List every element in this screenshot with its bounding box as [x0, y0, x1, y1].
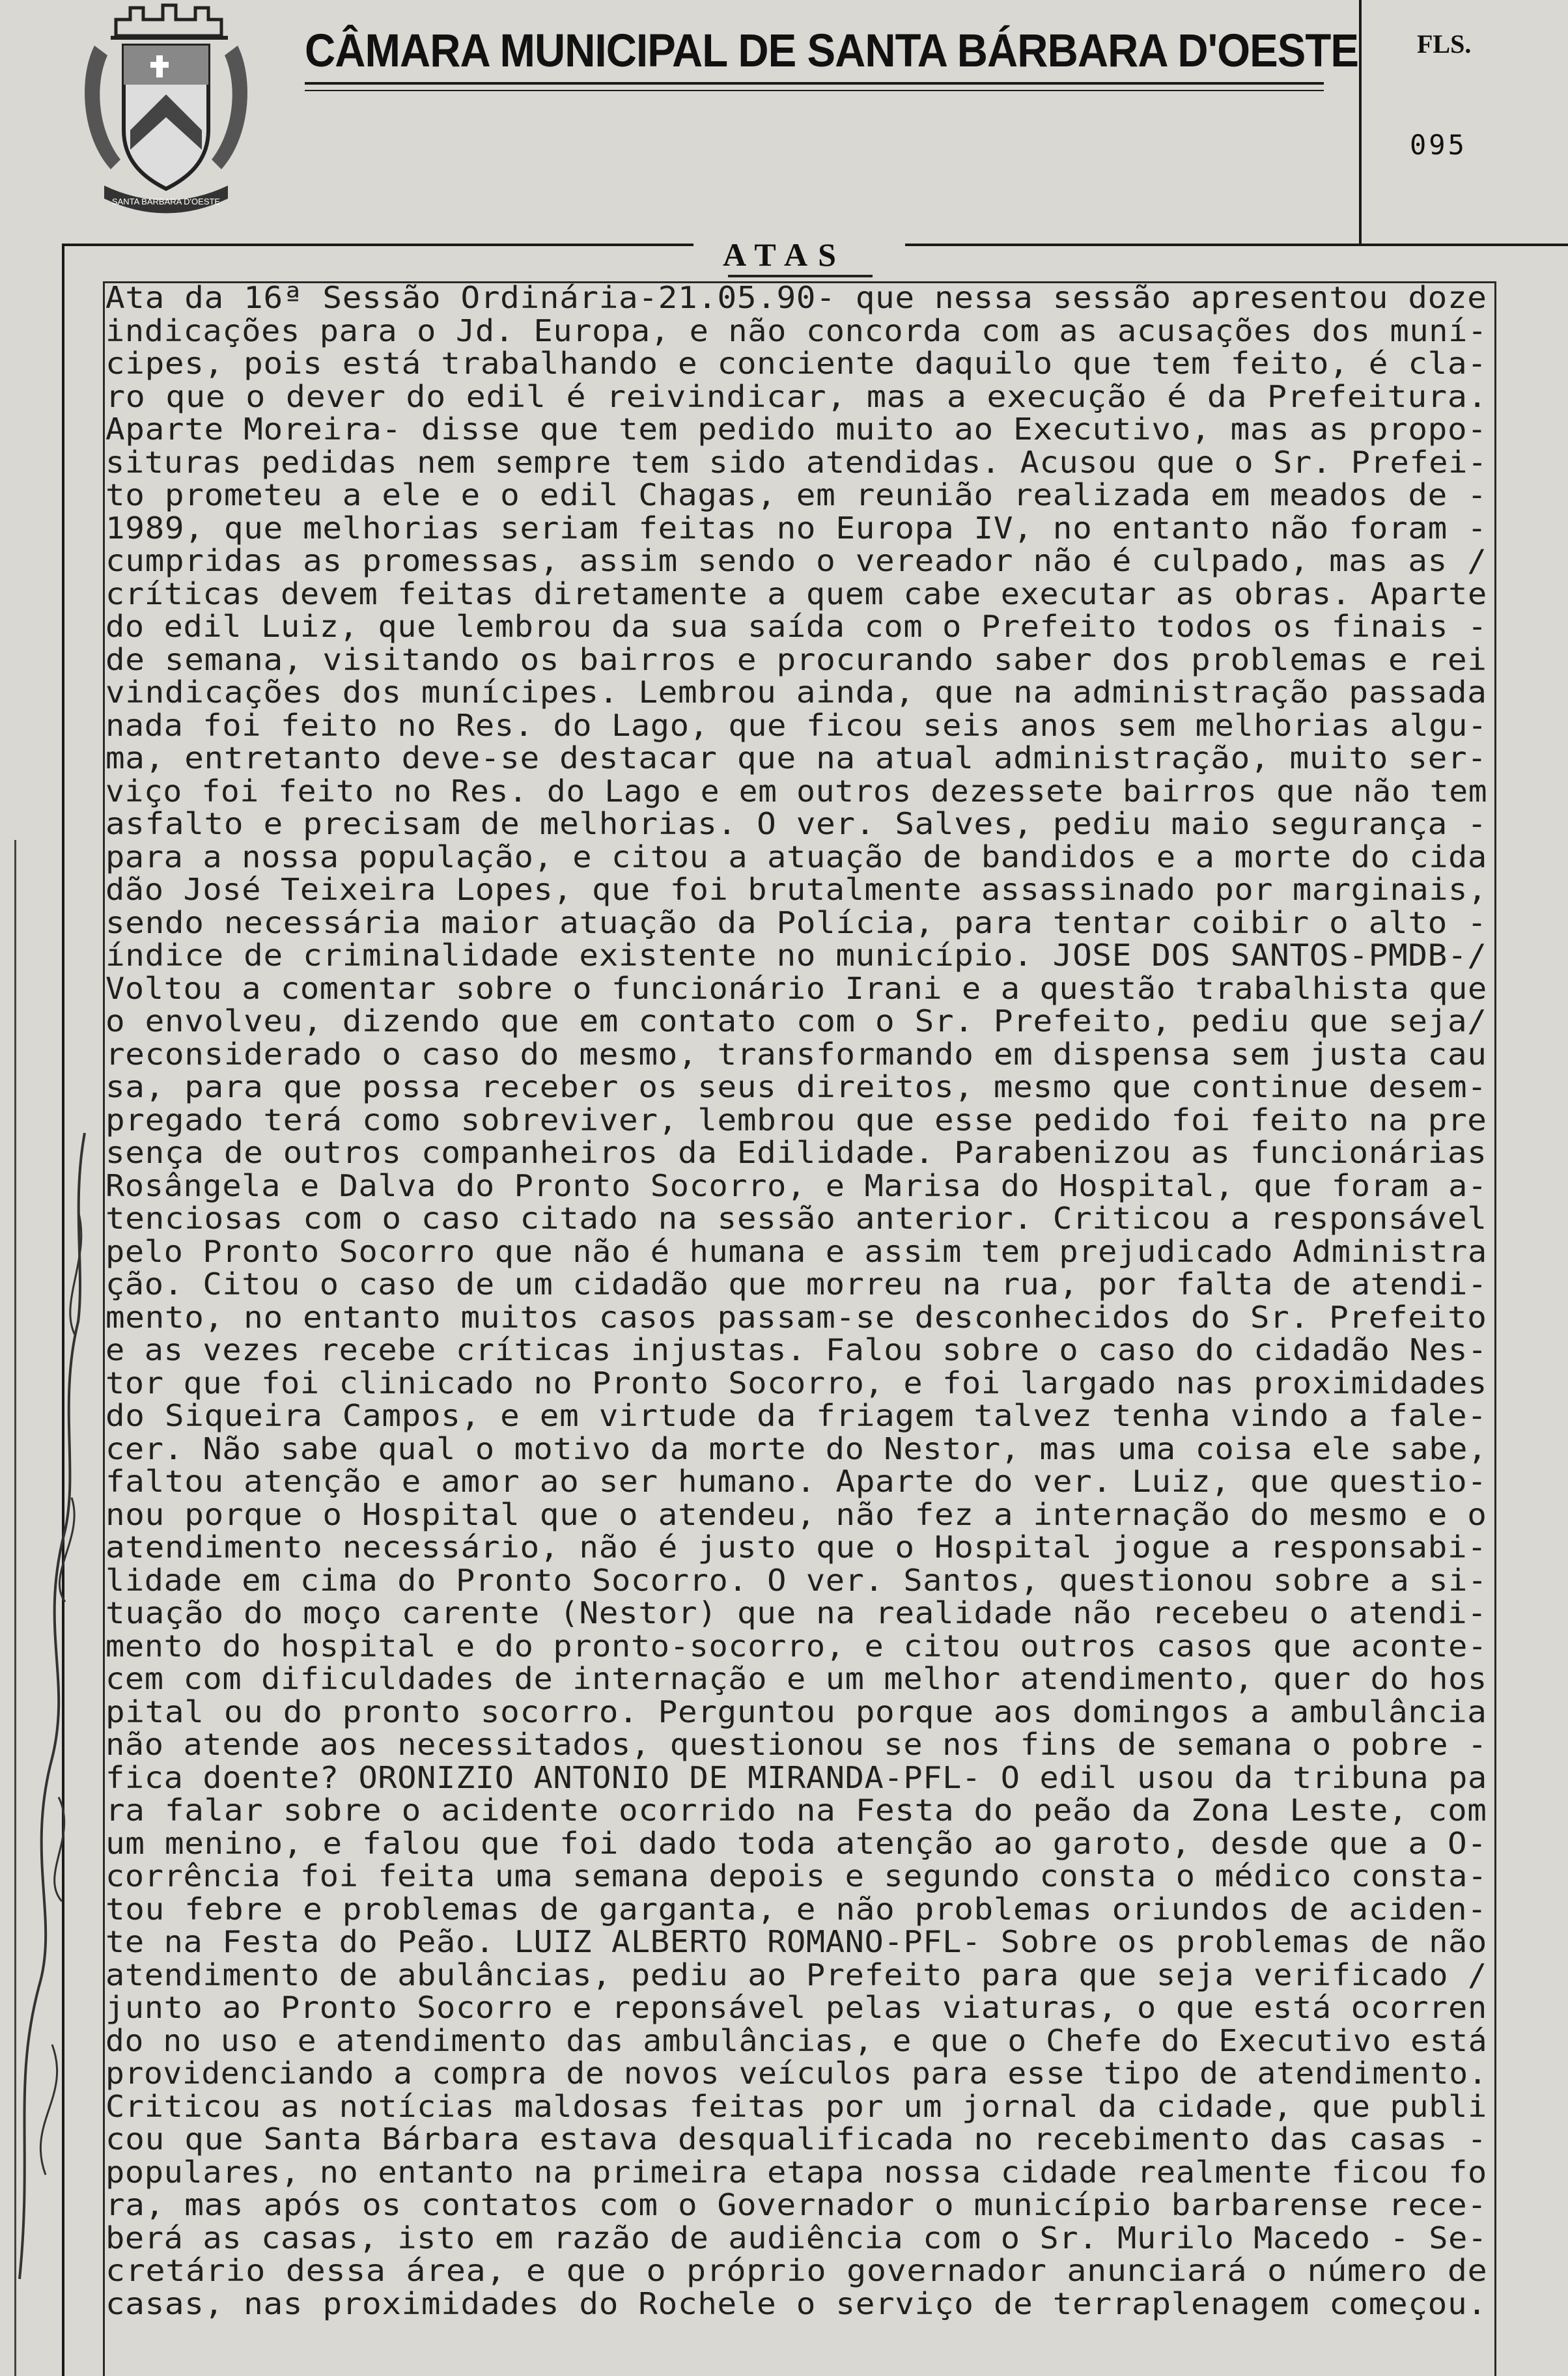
minutes-line: do Siqueira Campos, e em virtude da friagem talvez tenha vindo a fale- — [105, 1398, 1487, 1433]
minutes-line: providenciando a compra de novos veículos para esse tipo de atendimento. — [105, 2056, 1488, 2091]
minutes-line: tenciosas com o caso citado na sessão anterior. Criticou a responsável — [105, 1201, 1487, 1236]
minutes-line: nada foi feito no Res. do Lago, que ficou seis anos sem melhorias algu- — [105, 707, 1487, 743]
minutes-line: asfalto e precisam de melhorias. O ver. Salves, pediu maio segurança - — [105, 806, 1487, 841]
minutes-line: sença de outros companheiros da Edilidade. Parabenizou as funcionárias — [105, 1135, 1487, 1170]
minutes-line: pregado terá como sobreviver, lembrou que esse pedido foi feito na pre — [105, 1102, 1487, 1138]
minutes-line: 1989, que melhorias seriam feitas no Europa IV, no entanto não foram - — [105, 510, 1487, 546]
frame-top-left — [62, 244, 693, 246]
minutes-line: críticas devem feitas diretamente a quem cabe executar as obras. Aparte — [105, 576, 1487, 611]
municipal-crest-icon — [65, 0, 267, 225]
minutes-line: cipes, pois está trabalhando e conciente daquilo que tem feito, é cla- — [105, 346, 1487, 381]
minutes-line: berá as casas, isto em razão de audiência com o Sr. Murilo Macedo - Se- — [105, 2220, 1487, 2256]
minutes-line: Rosângela e Dalva do Pronto Socorro, e Marisa do Hospital, que foram a- — [105, 1167, 1487, 1203]
folio-label: FLS. — [1417, 29, 1472, 59]
minutes-line: ção. Citou o caso de um cidadão que morreu na rua, por falta de atendi- — [105, 1266, 1487, 1302]
minutes-line: cumpridas as promessas, assim sendo o vereador não é culpado, mas as / — [105, 543, 1487, 578]
minutes-line: ro que o dever do edil é reivindicar, mas a execução é da Prefeitura. — [105, 378, 1488, 414]
minutes-line: situras pedidas nem sempre tem sido atendidas. Acusou que o Sr. Prefei- — [105, 444, 1487, 480]
minutes-line: de semana, visitando os bairros e procurando saber dos problemas e rei — [105, 641, 1487, 677]
minutes-line: do no uso e atendimento das ambulâncias, e que o Chefe do Executivo está — [105, 2022, 1488, 2058]
minutes-line: mento, no entanto muitos casos passam-se desconhecidos do Sr. Prefeito — [105, 1299, 1487, 1335]
minutes-line: Aparte Moreira- disse que tem pedido muito ao Executivo, mas as propo- — [105, 412, 1487, 447]
minutes-line: Criticou as notícias maldosas feitas por um jornal da cidade, que publi — [105, 2088, 1487, 2124]
minutes-line: to prometeu a ele e o edil Chagas, em reunião realizada em meados de - — [105, 477, 1487, 512]
minutes-line: mento do hospital e do pronto-socorro, e citou outros casos que aconte- — [105, 1628, 1487, 1664]
minutes-line: um menino, e falou que foi dado toda atenção ao garoto, desde que a O- — [105, 1825, 1487, 1861]
minutes-line: casas, nas proximidades do Rochele o serviço de terraplenagem começou. — [105, 2285, 1487, 2321]
minutes-line: nou porque o Hospital que o atendeu, não fez a internação do mesmo e o — [105, 1496, 1487, 1532]
minutes-line: o envolveu, dizendo que em contato com o Sr. Prefeito, pediu que seja/ — [105, 1003, 1487, 1039]
minutes-line: cretário dessa área, e que o próprio governador anunciará o número de — [105, 2253, 1488, 2288]
minutes-line: sendo necessária maior atuação da Polícia, para tentar coibir o alto - — [105, 904, 1487, 940]
handwritten-signature-icon — [0, 1107, 98, 2344]
svg-text:SANTA BARBARA D'OESTE: SANTA BARBARA D'OESTE — [111, 197, 221, 206]
minutes-line: Ata da 16ª Sessão Ordinária-21.05.90- que nessa sessão apresentou doze — [105, 280, 1487, 315]
minutes-line: tuação do moço carente (Nestor) que na realidade não recebeu o atendi- — [105, 1595, 1487, 1630]
minutes-line: pelo Pronto Socorro que não é humana e assim tem prejudicado Administra — [105, 1233, 1487, 1269]
minutes-line: vindicações dos munícipes. Lembrou ainda, que na administração passada — [105, 675, 1487, 710]
minutes-line: junto ao Pronto Socorro e reponsável pelas viaturas, o que está ocorren — [105, 1990, 1487, 2025]
minutes-line: ra, mas após os contatos com o Governador o município barbarense rece- — [105, 2187, 1487, 2222]
minutes-line: indicações para o Jd. Europa, e não concorda com as acusações dos muní- — [105, 313, 1487, 348]
section-title: ATAS — [723, 236, 847, 273]
section-title-underline — [728, 275, 873, 277]
minutes-line: tor que foi clinicado no Pronto Socorro, e foi largado nas proximidades — [105, 1365, 1487, 1401]
title-underline — [305, 82, 1324, 85]
minutes-line: índice de criminalidade existente no município. JOSE DOS SANTOS-PMDB-/ — [105, 938, 1487, 973]
minutes-line: pital ou do pronto socorro. Perguntou porque aos domingos a ambulância — [105, 1694, 1487, 1729]
minutes-line: não atende aos necessitados, questionou se nos fins de semana o pobre - — [105, 1727, 1487, 1762]
minutes-line: atendimento de abulâncias, pediu ao Prefeito para que seja verificado / — [105, 1957, 1487, 1992]
title-underline-second — [305, 90, 1324, 91]
minutes-line: populares, no entanto na primeira etapa nossa cidade realmente ficou fo — [105, 2154, 1487, 2190]
minutes-line: corrência foi feita uma semana depois e segundo consta o médico consta- — [105, 1858, 1487, 1894]
minutes-line: lidade em cima do Pronto Socorro. O ver. Santos, questionou sobre a si- — [105, 1562, 1487, 1598]
folio-number: 095 — [1410, 129, 1467, 161]
frame-top-right — [905, 244, 1568, 246]
minutes-line: tou febre e problemas de garganta, e não problemas oriundos de aciden- — [105, 1891, 1487, 1927]
minutes-line: viço foi feito no Res. do Lago e em outros dezessete bairros que não tem — [105, 773, 1488, 809]
minutes-line: dão José Teixeira Lopes, que foi brutalmente assassinado por marginais, — [105, 872, 1487, 907]
minutes-line: para a nossa população, e citou a atuação de bandidos e a morte do cida — [105, 839, 1487, 874]
minutes-body — [105, 281, 1492, 2320]
header-divider — [1359, 0, 1362, 244]
minutes-line: atendimento necessário, não é justo que o Hospital jogue a responsabi- — [105, 1530, 1487, 1565]
minutes-line: cou que Santa Bárbara estava desqualificada no recebimento das casas - — [105, 2121, 1487, 2157]
minutes-line: ma, entretanto deve-se destacar que na atual administração, muito ser- — [105, 740, 1487, 776]
minutes-line: te na Festa do Peão. LUIZ ALBERTO ROMANO-PFL- Sobre os problemas de não — [105, 1924, 1487, 1959]
minutes-line: fica doente? ORONIZIO ANTONIO DE MIRANDA-PFL- O edil usou da tribuna pa — [105, 1759, 1487, 1795]
page-title: CÂMARA MUNICIPAL DE SANTA BÁRBARA D'OESTE — [305, 25, 1359, 77]
minutes-line: e as vezes recebe críticas injustas. Falou sobre o caso do cidadão Nes- — [105, 1332, 1487, 1367]
minutes-line: Voltou a comentar sobre o funcionário Irani e a questão trabalhista que — [105, 970, 1487, 1006]
minutes-line: faltou atenção e amor ao ser humano. Aparte do ver. Luiz, que questio- — [105, 1464, 1487, 1499]
minutes-line: cem com dificuldades de internação e um melhor atendimento, quer do hos — [105, 1661, 1487, 1696]
minutes-line: reconsiderado o caso do mesmo, transformando em dispensa sem justa cau — [105, 1036, 1487, 1072]
minutes-line: do edil Luiz, que lembrou da sua saída com o Prefeito todos os finais - — [105, 609, 1487, 644]
minutes-line: cer. Não sabe qual o motivo da morte do Nestor, mas uma coisa ele sabe, — [105, 1431, 1487, 1466]
minutes-line: sa, para que possa receber os seus direitos, mesmo que continue desem- — [105, 1069, 1487, 1104]
minutes-line: ra falar sobre o acidente ocorrido na Festa do peão da Zona Leste, com — [105, 1793, 1487, 1828]
